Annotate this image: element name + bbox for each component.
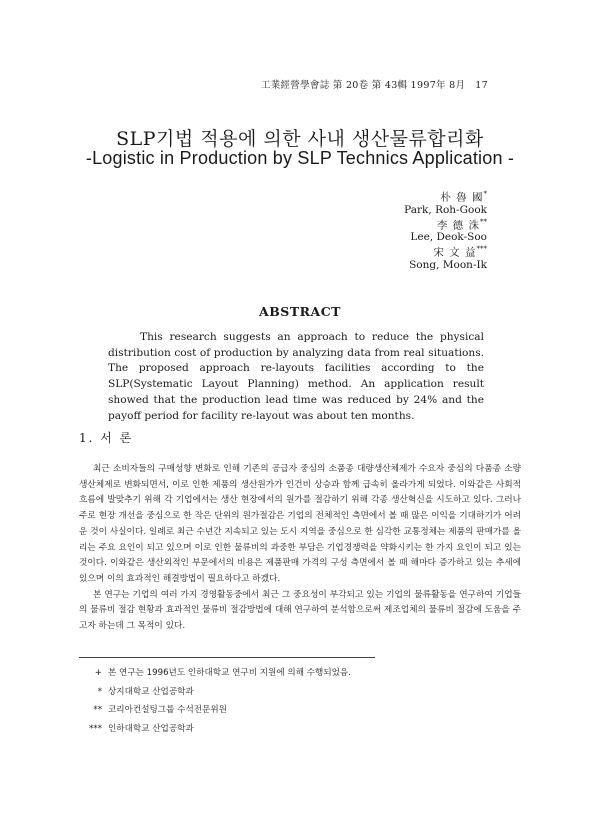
author-roman-name: Park, Roh-Gook [404,203,487,216]
footnote-text: 본 연구는 1996년도 인하대학교 연구비 지원에 의해 수행되었음. [108,668,351,678]
body-paragraph: 최근 소비자들의 구매성향 변화로 인해 기존의 공급자 중심의 소품종 대량생산체제가 수요자 중심의 다품종 소량생산체제로 변화되면서, 이로 인한 제품의 생산원가가 인건비 상승과 함께 급속히 올라가게 되었다. 이와같은 사회적 흐름에 발맞추기 위해 각 기업에서는 생산 현장에서의 원가를 절감하기 위해 각종 생산혁신을 시도하고 있다. 그러나 주로 현장 개선을 중심으로 한 작은 단위의 원가절감은 기업의 전체적인 측면에서 볼 때 많은 이익을 기대하기가 어려운 것이 사실이다. 일례로 최근 수년간 지속되고 있는 도시 지역을 중심으로 한 심각한 교통정체는 제품의 판매가를 올리는 주요 요인이 되고 있으며 이로 인한 물류비의 과중한 부담은 기업경쟁력을 약화시키는 한 가지 요인이 되고 있는 것이다. 이와같은 생산외적인 부문에서의 비용은 제품판매 가격의 구성 측면에서 볼 때 해마다 증가하고 있는 추세에 있으며 이의 효과적인 해결방법이 필요하다고 하겠다. [79,464,521,584]
author-hanja: 宋 文 益 [433,246,477,259]
footnote [82,720,482,739]
author-roman-name: Song, Moon-Ik [409,258,487,271]
footnote-mark: *** [89,723,102,734]
author-1 [327,188,487,216]
running-header [261,77,488,91]
footnote-mark: ** [93,705,102,715]
section-body [79,462,521,635]
page-number: 17 [475,80,488,91]
author-hanja: 朴 魯 國 [440,191,484,204]
journal-citation: 工業經營學會誌 第 20卷 第 43輯 1997年 8月 [260,80,466,91]
section-heading: 1. 서 론 [79,431,134,445]
abstract-text: This research suggests an approach to reduce the physical distribution cost of production by analyzing data from real situations. The proposed approach re-layouts facilities according to the SLP(Systematic Layout Planning) method. An application result showed that the production lead time was reduced by 24% and the payoff period for facility re-layout was about ten months. [108,331,484,422]
author-block [327,188,487,271]
footnote-mark: + [94,668,102,678]
body-paragraph: 본 연구는 기업의 여러 가지 경영활동중에서 최근 그 중요성이 부각되고 있는 기업의 물류활동을 연구하여 기업들의 물류비 절감 현황과 효과적인 물류비 절감방법에 대해 연구하여 분석함으로써 제조업체의 물류비 절감에 도움을 주고자 하는데 그 목적이 있다. [79,589,521,632]
footnote-mark: * [97,686,102,697]
title-korean: SLP기법 적용에 의한 사내 생산물류합리화 [116,128,484,150]
footnote [82,683,482,702]
footnote-text: 상지대학교 산업공학과 [108,686,194,697]
footnote [82,664,482,683]
title-english: -Logistic in Production by SLP Technics Application - [85,148,515,168]
author-hanja: 李 德 洙 [436,219,480,231]
author-affiliation-mark: ** [480,217,487,226]
abstract-heading: ABSTRACT [259,304,341,319]
footnote-text: 코리아컨설팅그룹 수석전문위원 [108,705,227,715]
footnote-divider [79,657,375,658]
author-affiliation-mark: * [483,190,487,198]
footnote [82,701,482,720]
author-affiliation-mark: *** [476,245,487,253]
author-2 [327,216,487,244]
author-roman-name: Lee, Deok-Soo [410,231,487,243]
author-3 [327,243,487,271]
footnotes [82,664,482,738]
footnote-text: 인하대학교 산업공학과 [108,723,194,734]
